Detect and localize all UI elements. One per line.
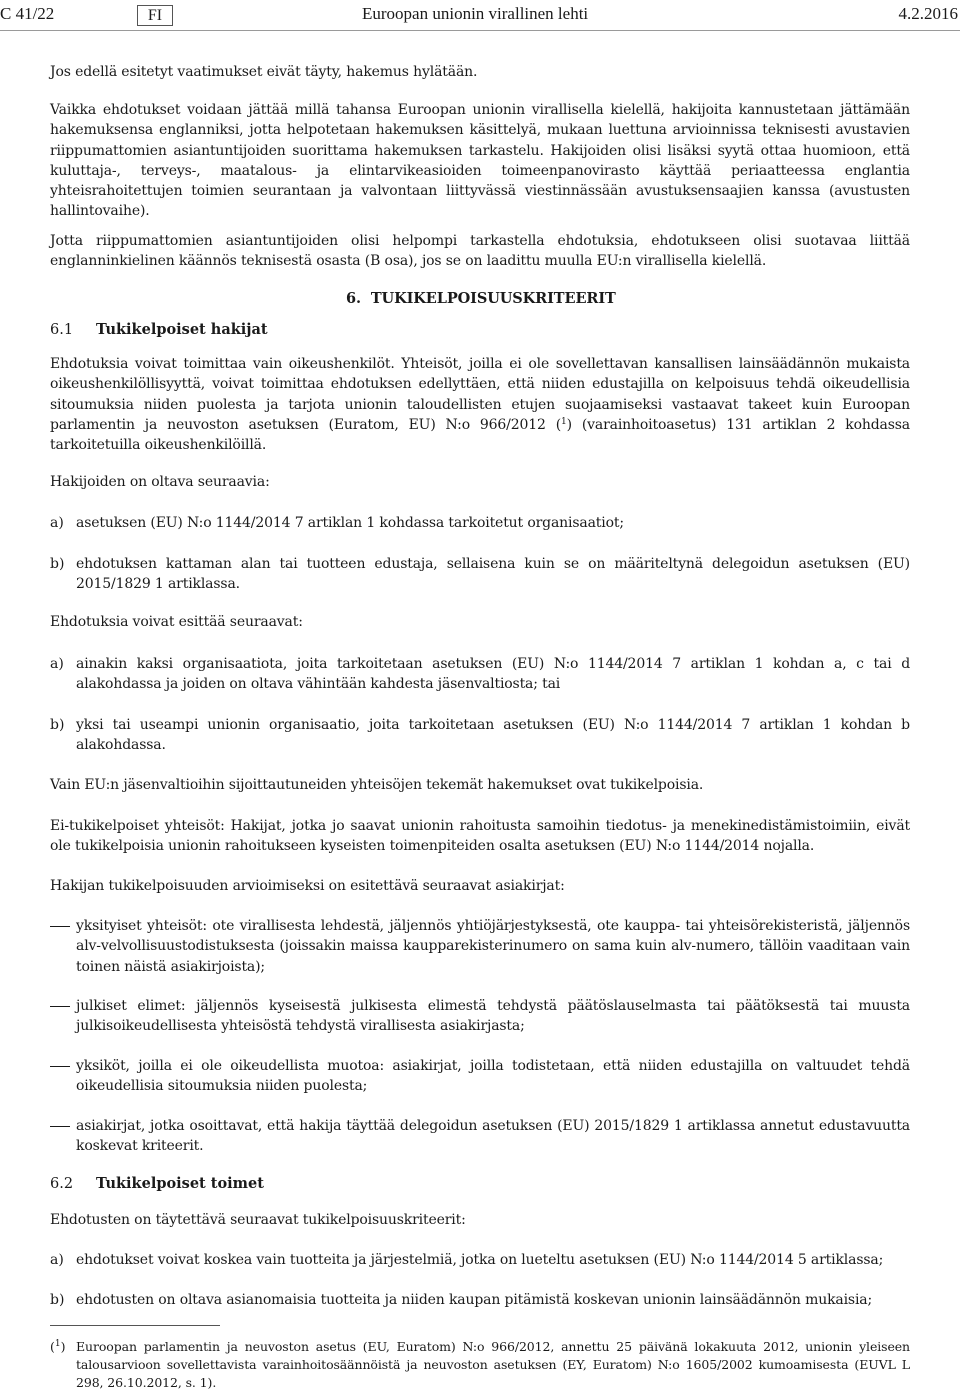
section-62-heading bbox=[50, 1175, 264, 1192]
criteria-item-b: ehdotusten on oltava asianomaisia tuotteita ja niiden kaupan pitämistä koskevan unionin lainsäädännön mukaisia; bbox=[76, 1292, 873, 1308]
issue-date: 4.2.2016 bbox=[898, 4, 958, 23]
section-6-number: 6. bbox=[346, 290, 361, 307]
paragraph-language-1: Vaikka ehdotukset voidaan jättää millä tahansa Euroopan unionin virallisella kielellä, hakijoita kannustetaan jättämään hakemuksensa englanniksi, jotta helpotetaan hakemuksen käsittelyä, mukaan luettuna arvioinnissa teknisesti avustavien riippumattomien asiantuntijoiden suorittama hakemuksen tarkastelu. Hakijoiden olisi lisäksi syytä ottaa huomioon, että kuluttaja-, terveys-, maatalous- ja elintarvikeasioiden toimeenpanovirasto käyttää periaatteessa englantia yhteisrahoitettujen toimien seurantaan ja valvontaan liittyvässä viestinnässään avustuksensaajien kanssa (avustusten hallintovaihe). bbox=[50, 102, 910, 220]
journal-title: Euroopan unionin virallinen lehti bbox=[362, 4, 589, 23]
page-header bbox=[0, 4, 960, 26]
must-be-item-a: asetuksen (EU) N:o 1144/2014 7 artiklan 1 kohdassa tarkoitetut organisaatiot; bbox=[76, 515, 624, 531]
section-62-number: 6.2 bbox=[50, 1176, 74, 1192]
criteria-item-a: ehdotukset voivat koskea vain tuotteita ja järjestelmiä, jotka on lueteltu asetuksen (EU) N:o 1144/2014 5 artiklassa; bbox=[76, 1252, 884, 1268]
dash-bullet bbox=[50, 926, 70, 927]
footnote-ref[interactable]: 1 bbox=[561, 416, 567, 427]
issue-number: C 41/22 bbox=[0, 4, 55, 23]
dash-bullet bbox=[50, 1126, 70, 1127]
paragraph-documents: Hakijan tukikelpoisuuden arvioimiseksi on esitettävä seuraavat asiakirjat: bbox=[50, 878, 565, 894]
footnote-marker: ($^1$) bbox=[50, 1339, 66, 1354]
section-6-heading bbox=[346, 290, 616, 307]
paragraph-must-be: Hakijoiden on oltava seuraavia: bbox=[50, 474, 270, 490]
can-submit-item-b: yksi tai useampi unionin organisaatio, joita tarkoitetaan asetuksen (EU) N:o 1144/2014 7 artiklan 1 kohdan b alakohdassa. bbox=[76, 717, 910, 754]
must-be-label-b: b) bbox=[50, 556, 65, 572]
document-item-representativeness: asiakirjat, jotka osoittavat, että hakija täyttää delegoidun asetuksen (EU) 2015/1829 1 artiklassa annetut edustavuutta koskevat kriteerit. bbox=[76, 1118, 910, 1155]
section-61-heading bbox=[50, 321, 268, 338]
can-submit-item-a: ainakin kaksi organisaatiota, joita tarkoitetaan asetuksen (EU) N:o 1144/2014 7 artiklan 1 kohdan a, c tai d alakohdassa ja joiden on oltava vähintään kahdesta jäsenvaltiosta; tai bbox=[76, 656, 910, 693]
must-be-label-a: a) bbox=[50, 515, 64, 531]
footnote-divider bbox=[50, 1325, 220, 1326]
footnote-text: Euroopan parlamentin ja neuvoston asetus (EU, Euratom) N:o 966/2012, annettu 25 päivänä lokakuuta 2012, unionin yleiseen talousarvioon sovellettavista varainhoitosäännöistä ja neuvoston asetuksen (EY, Euratom) N:o 1605/2002 kumoamisesta (EUVL L 298, 26.10.2012, s. 1). bbox=[76, 1339, 910, 1390]
paragraph-criteria: Ehdotusten on täytettävä seuraavat tukikelpoisuuskriteerit: bbox=[50, 1212, 466, 1228]
paragraph-legal-persons: Ehdotuksia voivat toimittaa vain oikeushenkilöt. Yhteisöt, joilla ei ole sovellettavan kansallisen lainsäädännön mukaista oikeushenkilöllisyyttä, voivat toimittaa ehdotuksen edellyttäen, että niiden edustajilla on kelpoisuus tehdä oikeudellisia sitoumuksia niiden puolesta ja tarjota unionin taloudellisten etujen suojaamiseksi vastaavat takeet kuin Euroopan parlamentin ja neuvoston asetuksen (Euratom, EU) N:o 966/2012 ($^1$) (varainhoitoasetus) 131 artiklan 2 kohdassa tarkoitetuilla oikeushenkilöillä. bbox=[50, 356, 910, 454]
paragraph-reject: Jos edellä esitetyt vaatimukset eivät täyty, hakemus hylätään. bbox=[50, 64, 478, 80]
document-item-public: julkiset elimet: jäljennös kyseisestä julkisesta elimestä tehdystä päätöslauselmasta tai päätöksestä tai muusta julkisoikeudellisesta yhteisöstä tehdystä virallisesta asiakirjasta; bbox=[76, 998, 910, 1035]
paragraph-ineligible: Ei-tukikelpoiset yhteisöt: Hakijat, jotka jo saavat unionin rahoitusta samoihin tiedotus- ja menekinedistämistoimiin, eivät ole tukikelpoisia unionin rahoitukseen kyseisten toimenpiteiden osalta asetuksen (EU) N:o 1144/2014 nojalla. bbox=[50, 818, 910, 855]
dash-bullet bbox=[50, 1066, 70, 1067]
section-61-title: Tukikelpoiset hakijat bbox=[96, 321, 268, 338]
paragraph-can-submit: Ehdotuksia voivat esittää seuraavat: bbox=[50, 614, 303, 630]
section-61-number: 6.1 bbox=[50, 322, 74, 338]
language-badge: FI bbox=[137, 5, 173, 26]
criteria-label-a: a) bbox=[50, 1252, 64, 1268]
dash-bullet bbox=[50, 1006, 70, 1007]
must-be-item-b: ehdotuksen kattaman alan tai tuotteen edustaja, sellaisena kuin se on määriteltynä delegoidun asetuksen (EU) 2015/1829 1 artiklassa. bbox=[76, 556, 910, 593]
section-62-title: Tukikelpoiset toimet bbox=[96, 1175, 264, 1192]
section-6-title: TUKIKELPOISUUSKRITEERIT bbox=[370, 290, 616, 307]
document-item-private: yksityiset yhteisöt: ote virallisesta lehdestä, jäljennös yhtiöjärjestyksestä, ote kauppa- tai yhteisörekisteristä, jäljennös alv-velvollisuustodistuksesta (joissakin maissa kaupparekisterinumero on sama kuin alv-numero, tällöin vaaditaan vain toinen näistä asiakirjoista); bbox=[76, 918, 910, 975]
criteria-label-b: b) bbox=[50, 1292, 65, 1308]
paragraph-member-states: Vain EU:n jäsenvaltioihin sijoittautuneiden yhteisöjen tekemät hakemukset ovat tukikelpoisia. bbox=[50, 777, 704, 793]
header-divider bbox=[0, 30, 960, 31]
can-submit-label-b: b) bbox=[50, 717, 65, 733]
document-item-no-legal-form: yksiköt, joilla ei ole oikeudellista muotoa: asiakirjat, joilla todistetaan, että niiden edustajilla on valtuudet tehdä oikeudellisia sitoumuksia niiden puolesta; bbox=[76, 1058, 910, 1095]
paragraph-language-2: Jotta riippumattomien asiantuntijoiden olisi helpompi tarkastella ehdotuksia, ehdotukseen olisi suotavaa liittää englanninkielinen käännös teknisestä osasta (B osa), jos se on laadittu muulla EU:n virallisella kielellä. bbox=[50, 233, 910, 270]
can-submit-label-a: a) bbox=[50, 656, 64, 672]
